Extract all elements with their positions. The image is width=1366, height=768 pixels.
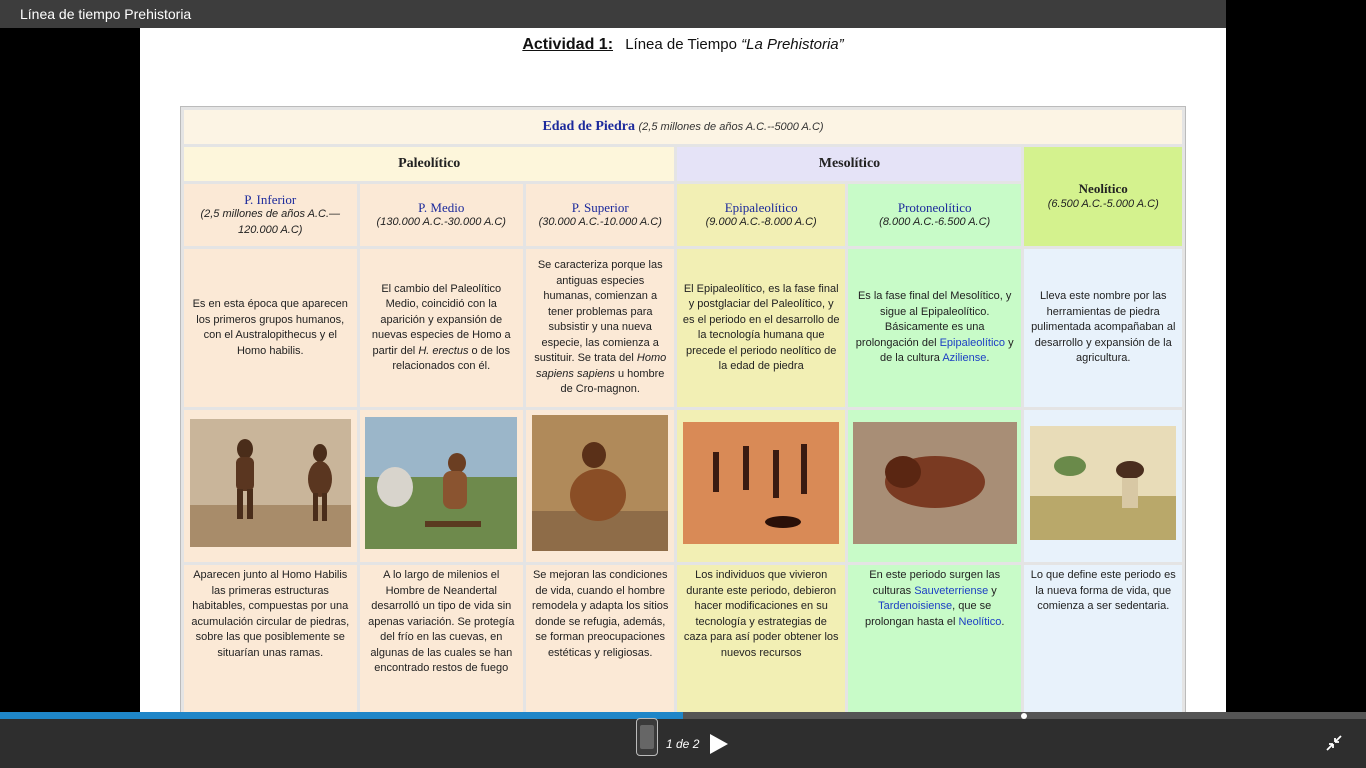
bottom-superior: Se mejoran las condiciones de vida, cuando el hombre remodela y adapta los sitios donde se refugia, además, se forman preocupaciones estéticas y religiosas. [526, 565, 674, 712]
slide-counter: 1 de 2 [666, 737, 700, 751]
period-protoneolitico: Protoneolítico (8.000 A.C.-6.500 A.C) [848, 184, 1022, 246]
page-heading [140, 36, 1226, 54]
bottom-neolitico: Lo que define este periodo es la nueva forma de vida, que comienza a ser sedentaria. [1024, 565, 1182, 712]
progress-bar[interactable] [0, 712, 1366, 719]
bottom-medio: A lo largo de milenios el Hombre de Neandertal desarrolló un tipo de vida sin apenas variación. Se protegía del frío en las cuevas, en algunas de las cuales se han encontrado restos de fuego [360, 565, 523, 712]
cave-painting-image [683, 422, 839, 544]
activity-label: Actividad 1: [522, 36, 614, 53]
desc-superior: Se caracteriza porque las antiguas especies humanas, comienzan a tener problemas para subsistir y una nueva especie, las comienza a sustituir. Se trata del Homo sapiens sapiens u hombre de Cro-magnon. [526, 249, 674, 407]
image-epipaleolitico [677, 410, 845, 562]
desc-medio: El cambio del Paleolítico Medio, coincidió con la aparición y expansión de nuevas especies de Homo a partir del H. erectus o de los relacionados con él. [360, 249, 523, 407]
timeline-table [180, 106, 1186, 712]
period-epipaleolitico: Epipaleolítico (9.000 A.C.-8.000 A.C) [677, 184, 845, 246]
neolitico-header: Neolítico (6.500 A.C.-5.000 A.C) [1024, 147, 1182, 246]
period-medio: P. Medio (130.000 A.C.-30.000 A.C) [360, 184, 523, 246]
slide-page [140, 28, 1226, 712]
heading-italic: “La Prehistoria” [741, 36, 844, 53]
desc-protoneolitico: Es la fase final del Mesolítico, y sigue al Epipaleolítico. Básicamente es una prolongación del Epipaleolítico y de la cultura Aziliense. [848, 249, 1022, 407]
previous-slide-button[interactable] [636, 718, 658, 756]
image-superior [526, 410, 674, 562]
edad-piedra-header: Edad de Piedra (2,5 millones de años A.C.--5000 A.C) [184, 110, 1182, 144]
bottom-protoneolitico: En este periodo surgen las culturas Sauveterriense y Tardenoisiense, que se prolongan hasta el Neolítico. [848, 565, 1022, 712]
slide-thumbnail-icon [640, 725, 654, 749]
window-title: Línea de tiempo Prehistoria [0, 0, 1226, 28]
exit-fullscreen-icon[interactable] [1326, 735, 1342, 751]
desc-epipaleolitico: El Epipaleolítico, es la fase final y postglaciar del Paleolítico, y es el periodo en el desarrollo de la tecnología humana que precede el periodo neolítico de la edad de piedra [677, 249, 845, 407]
image-medio [360, 410, 523, 562]
image-inferior [184, 410, 357, 562]
neolithic-farmers-image [1030, 426, 1176, 540]
period-inferior: P. Inferior (2,5 millones de años A.C.—120.000 A.C) [184, 184, 357, 246]
cromagnon-image [532, 415, 668, 551]
desc-inferior: Es en esta época que aparecen los primeros grupos humanos, con el Australopithecus y el Homo habilis. [184, 249, 357, 407]
heading-text: Línea de Tiempo [625, 36, 742, 53]
bison-painting-image [853, 422, 1017, 544]
bottom-epipaleolitico: Los individuos que vivieron durante este periodo, debieron hacer modificaciones en su tecnología y estrategias de caza para así poder obtener los nuevos recursos [677, 565, 845, 712]
image-protoneolitico [848, 410, 1022, 562]
mesolitico-header: Mesolítico [677, 147, 1021, 181]
paleolitico-header: Paleolítico [184, 147, 674, 181]
australopithecus-image [190, 419, 351, 547]
bottom-inferior: Aparecen junto al Homo Habilis las primeras estructuras habitables, compuestas por una acumulación circular de piedras, sobre las que posiblemente se situarían unas ramas. [184, 565, 357, 712]
desc-neolitico: Lleva este nombre por las herramientas de piedra pulimentada acompañaban al desarrollo y expansión de la agricultura. [1024, 249, 1182, 407]
image-neolitico [1024, 410, 1182, 562]
progress-handle[interactable] [1021, 713, 1027, 719]
next-slide-button[interactable] [710, 734, 728, 754]
neanderthal-image [365, 417, 517, 549]
period-superior: P. Superior (30.000 A.C.-10.000 A.C) [526, 184, 674, 246]
progress-fill [0, 712, 683, 719]
